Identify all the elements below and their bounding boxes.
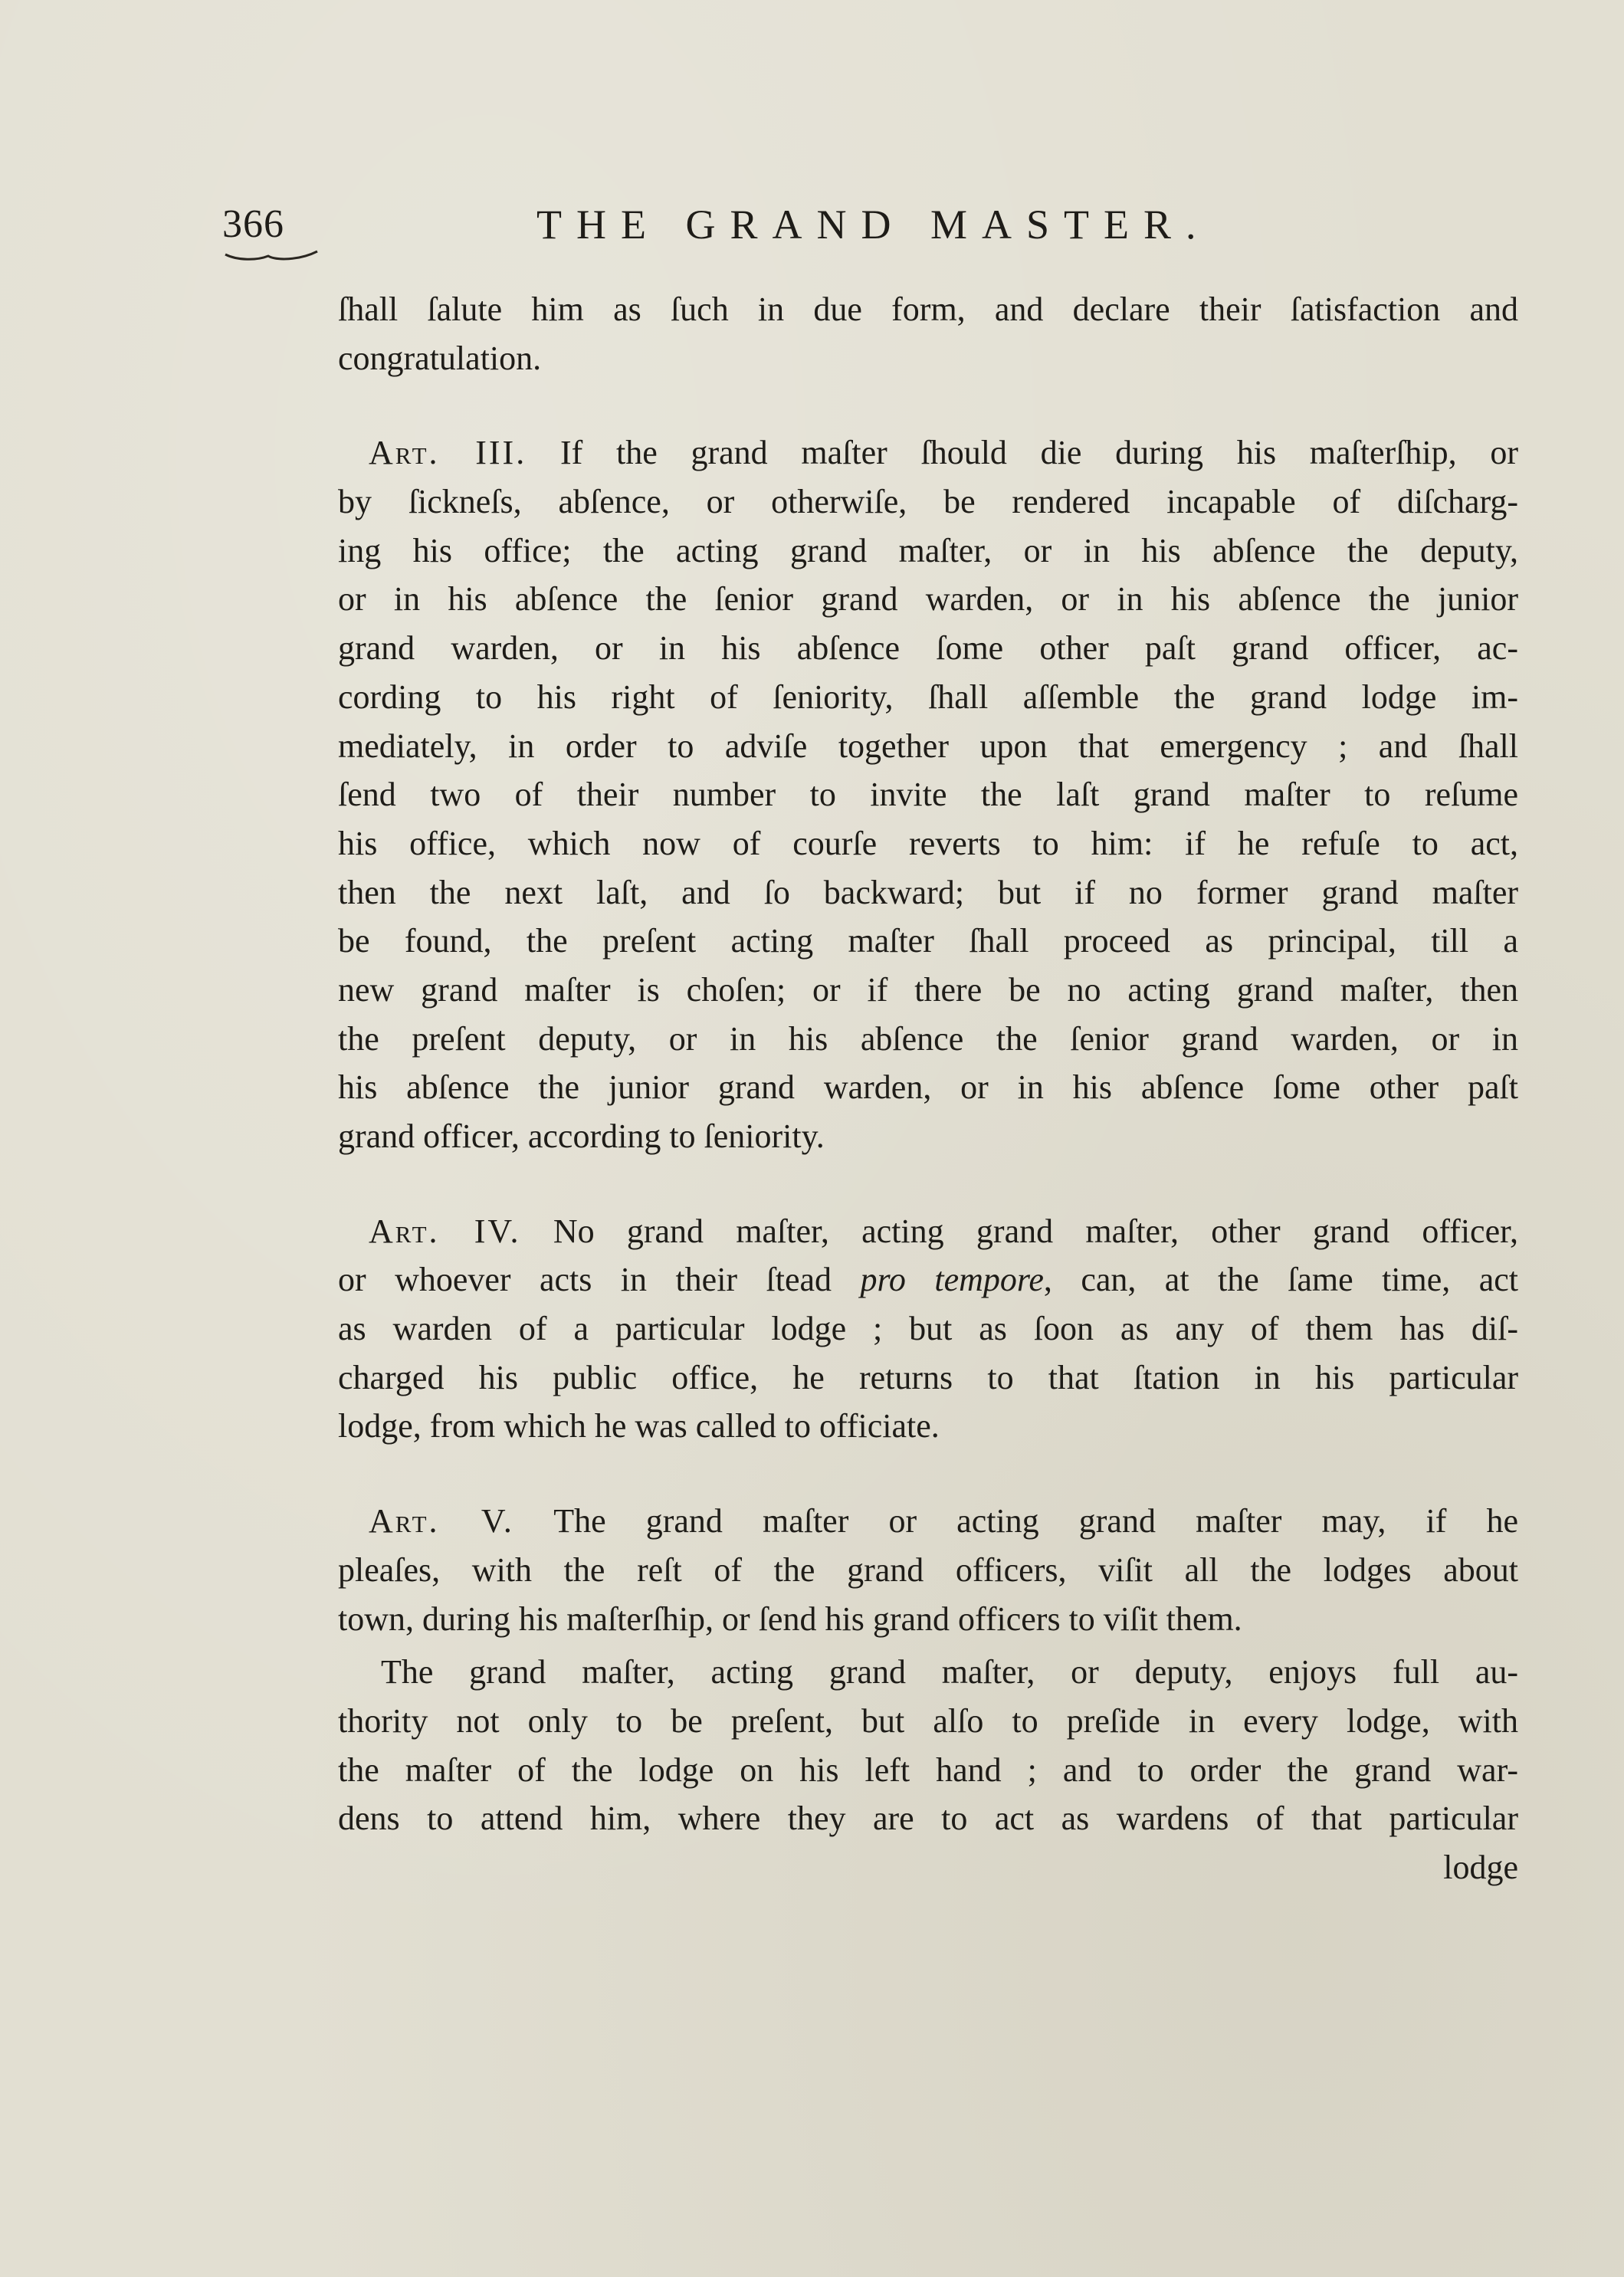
text-span: or whoever acts in their ſtead bbox=[338, 1261, 832, 1299]
text-line: ing his office; the acting grand maſter, or in his abſence the deputy, bbox=[338, 531, 1518, 569]
text-line: new grand maſter is choſen; or if there be no acting grand maſter, then bbox=[338, 970, 1518, 1009]
catchword: lodge bbox=[1443, 1848, 1518, 1886]
text-span: If the grand maſter ſhould die during his maſterſhip, or bbox=[559, 434, 1519, 472]
text-span: , can, at the ſame time, act bbox=[1043, 1261, 1518, 1299]
text-line-with-italic bbox=[338, 1255, 1518, 1304]
text-span: The grand maſter or acting grand maſter may, if he bbox=[553, 1502, 1518, 1540]
text-line: the preſent deputy, or in his abſence the ſenior grand warden, or in bbox=[338, 1019, 1518, 1058]
article-first-line bbox=[338, 1497, 1518, 1546]
page-header bbox=[222, 198, 1525, 251]
article-first-line bbox=[338, 428, 1518, 477]
italic-phrase: pro tempore bbox=[860, 1261, 1044, 1299]
text-line: ſend two of their number to invite the laſt grand maſter to reſume bbox=[338, 776, 1518, 814]
text-line: thority not only to be preſent, but alſo to preſide in every lodge, with bbox=[338, 1701, 1518, 1740]
text-line: The grand maſter, acting grand maſter, or deputy, enjoys full au- bbox=[381, 1653, 1518, 1691]
article-label: Art. III. bbox=[369, 434, 527, 472]
text-line: by ſickneſs, abſence, or otherwiſe, be rendered incapable of diſcharg- bbox=[338, 483, 1518, 521]
text-line: town, during his maſterſhip, or ſend his grand officers to viſit them. bbox=[338, 1599, 1242, 1638]
text-line: congratulation. bbox=[338, 339, 542, 377]
text-line: as warden of a particular lodge ; but as ſoon as any of them has diſ- bbox=[338, 1310, 1518, 1348]
text-line: the maſter of the lodge on his left hand ; and to order the grand war- bbox=[338, 1750, 1518, 1789]
text-line: lodge, from which he was called to officiate. bbox=[338, 1407, 940, 1445]
running-title: THE GRAND MASTER. bbox=[536, 202, 1211, 248]
paragraph-gap bbox=[338, 1161, 1518, 1207]
text-line: ſhall ſalute him as ſuch in due form, and declare their ſatisfaction and bbox=[338, 290, 1518, 328]
text-line: pleaſes, with the reſt of the grand officers, viſit all the lodges about bbox=[338, 1550, 1518, 1589]
text-line: mediately, in order to adviſe together upon that emergency ; and ſhall bbox=[338, 727, 1518, 765]
text-line: be found, the preſent acting maſter ſhall proceed as principal, till a bbox=[338, 922, 1518, 960]
flourish-ornament-icon bbox=[222, 248, 322, 264]
article-first-line bbox=[338, 1207, 1518, 1256]
text-line: dens to attend him, where they are to act as wardens of that particular bbox=[338, 1800, 1518, 1838]
text-line: then the next laſt, and ſo backward; but if no former grand maſter bbox=[338, 873, 1518, 911]
text-span: No grand maſter, acting grand maſter, other grand officer, bbox=[553, 1212, 1519, 1250]
paragraph-gap bbox=[338, 382, 1518, 428]
article-label: Art. V. bbox=[369, 1502, 514, 1540]
text-line: cording to his right of ſeniority, ſhall aſſemble the grand lodge im- bbox=[338, 678, 1518, 716]
page-number: 366 bbox=[222, 202, 284, 246]
body-text bbox=[338, 285, 1518, 1892]
text-line: charged his public office, he returns to that ſtation in his particular bbox=[338, 1358, 1518, 1396]
article-label: Art. IV. bbox=[369, 1212, 521, 1250]
text-line: his office, which now of courſe reverts to him: if he refuſe to act, bbox=[338, 824, 1518, 862]
text-line: grand officer, according to ſeniority. bbox=[338, 1117, 825, 1155]
text-line: or in his abſence the ſenior grand warden, or in his abſence the junior bbox=[338, 580, 1518, 618]
text-line: his abſence the junior grand warden, or in his abſence ſome other paſt bbox=[338, 1068, 1518, 1107]
paragraph-gap bbox=[338, 1451, 1518, 1497]
text-line: grand warden, or in his abſence ſome other paſt grand officer, ac- bbox=[338, 629, 1518, 668]
